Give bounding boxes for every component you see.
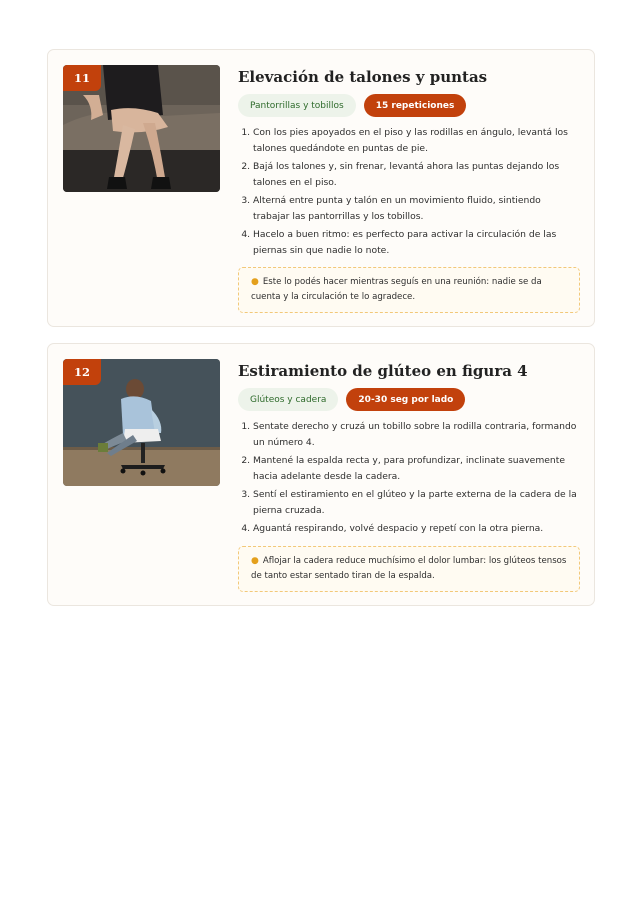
tip-text: Este lo podés hacer mientras seguís en una reunión: nadie se da cuenta y la circulación te lo agradece.	[251, 277, 542, 302]
body-area-chip: Pantorrillas y tobillos	[238, 94, 356, 117]
exercise-photo	[63, 359, 220, 486]
exercise-content	[238, 66, 580, 313]
exercise-chips	[238, 94, 580, 117]
exercise-chips	[238, 388, 580, 411]
step-item: 1. Con los pies apoyados en el piso y las rodillas en ángulo, levantá los talones quedándote en puntas de pie.	[253, 125, 580, 156]
step-item: 2. Bajá los talones y, sin frenar, levantá ahora las puntas dejando los talones en el piso.	[253, 159, 580, 190]
exercise-photo	[63, 65, 220, 192]
dose-chip: 15 repeticiones	[364, 94, 467, 117]
lightbulb-icon: ●	[251, 555, 259, 566]
tip-text: Aflojar la cadera reduce muchísimo el dolor lumbar: los glúteos tensos de tanto estar sentado tiran de la espalda.	[251, 555, 567, 581]
exercise-card	[47, 343, 595, 606]
exercise-number-badge: 11	[63, 65, 101, 91]
dose-chip: 20-30 seg por lado	[346, 388, 465, 411]
lightbulb-icon: ●	[251, 277, 259, 287]
body-area-chip: Glúteos y cadera	[238, 388, 338, 411]
exercise-title: Elevación de talones y puntas	[238, 68, 488, 86]
exercise-title: Estiramiento de glúteo en figura 4	[238, 362, 528, 380]
steps-list	[238, 125, 580, 258]
step-item: 2. Mantené la espalda recta y, para profundizar, inclinate suavemente hacia adelante desde la cadera.	[253, 453, 580, 484]
step-item: 1. Sentate derecho y cruzá un tobillo sobre la rodilla contraria, formando un número 4.	[253, 419, 580, 450]
tip-box	[238, 267, 580, 313]
tip-box	[238, 546, 580, 592]
step-item: 4. Hacelo a buen ritmo: es perfecto para activar la circulación de las piernas sin que nadie lo note.	[253, 227, 580, 258]
steps-list	[238, 419, 580, 537]
exercise-card	[47, 49, 595, 327]
exercise-number-badge: 12	[63, 359, 101, 385]
exercise-content	[238, 360, 580, 592]
step-item: 4. Aguantá respirando, volvé despacio y repetí con la otra pierna.	[253, 521, 580, 537]
step-item: 3. Sentí el estiramiento en el glúteo y la parte externa de la cadera de la pierna cruzada.	[253, 487, 580, 518]
step-item: 3. Alterná entre punta y talón en un movimiento fluido, sintiendo trabajar las pantorrillas y los tobillos.	[253, 193, 580, 224]
